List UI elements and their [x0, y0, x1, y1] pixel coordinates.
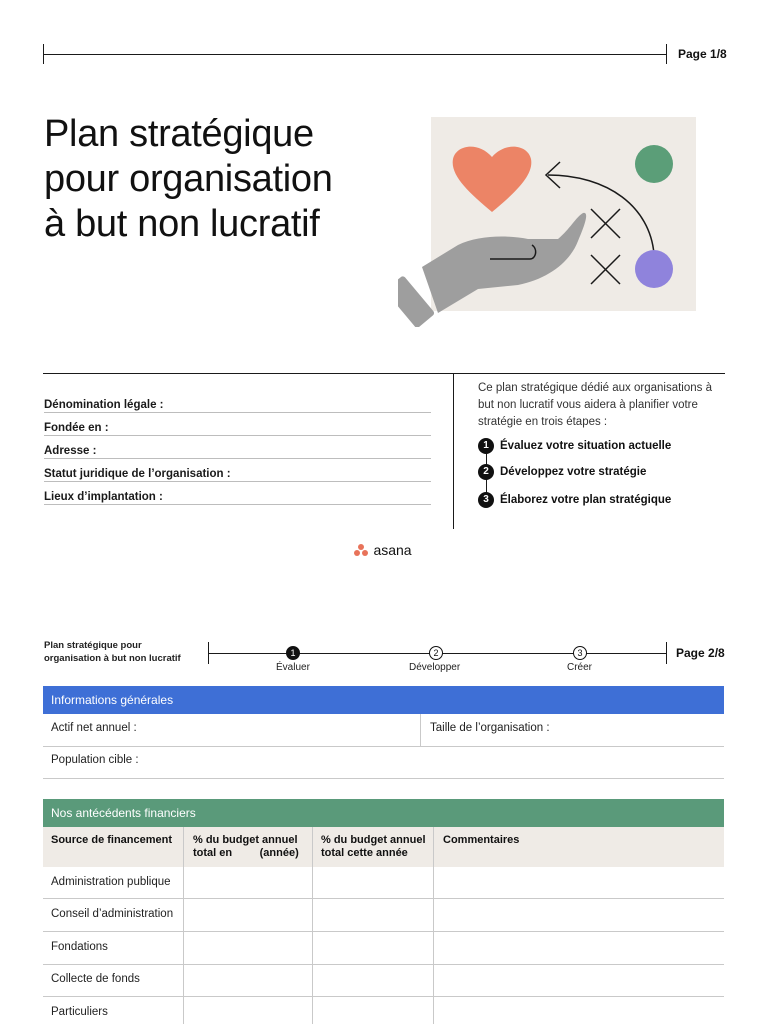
- general-info-row-line: [43, 746, 724, 747]
- step-3: [478, 491, 671, 509]
- col-header-source-text: Source de financement: [51, 834, 173, 846]
- step-2: [478, 463, 646, 481]
- progress-step-2-label: Développer: [409, 662, 461, 673]
- col-header-comments: [443, 834, 519, 847]
- progress-step-3-node: 3: [573, 646, 587, 660]
- col-header-budget-current-line-1: % du budget annuel: [321, 834, 426, 846]
- progress-step-3-label: Créer: [567, 662, 593, 673]
- table-row-label-4: Collecte de fonds: [51, 973, 140, 985]
- field-legal-name[interactable]: Dénomination légale :: [44, 391, 431, 413]
- col-header-budget-year-line-2: total en (année): [193, 847, 299, 859]
- col-header-comments-text: Commentaires: [443, 834, 520, 846]
- col-header-budget-year-line-1: % du budget annuel: [193, 834, 298, 846]
- asana-logo-icon: [353, 543, 369, 557]
- page-title: [44, 112, 333, 247]
- purple-circle: [635, 250, 673, 288]
- step-1: [478, 437, 671, 455]
- step-1-number: 1: [478, 438, 494, 454]
- intro-text: Ce plan stratégique dédié aux organisations à but non lucratif vous aidera à planifier votre stratégie en trois étapes :: [478, 382, 712, 428]
- title-line-3: à but non lucratif: [44, 203, 320, 245]
- table-row-line-2: [43, 931, 724, 932]
- asana-logo: [353, 541, 412, 557]
- col-separator-1: [183, 827, 184, 1024]
- col-separator-2: [312, 827, 313, 1024]
- top-rule-right-tick: [666, 44, 667, 64]
- page-2-number: Page 2/8: [676, 646, 725, 660]
- table-row-label-1: Administration publique: [51, 876, 171, 888]
- step-2-label: Développez votre stratégie: [500, 466, 647, 478]
- general-info-header: Informations générales: [43, 686, 724, 714]
- progress-step-2-node: 2: [429, 646, 443, 660]
- doc-short-title-line-2: organisation à but non lucratif: [44, 653, 181, 664]
- field-founded[interactable]: Fondée en :: [44, 414, 431, 436]
- table-row-label-5: Particuliers: [51, 1006, 108, 1018]
- progress-right-tick: [666, 642, 667, 664]
- info-top-rule: [43, 373, 725, 374]
- step-3-label: Élaborez votre plan stratégique: [500, 494, 672, 506]
- green-circle: [635, 145, 673, 183]
- col-header-source: [51, 834, 172, 847]
- net-assets-label[interactable]: Actif net annuel :: [51, 722, 137, 734]
- col-header-budget-current-line-2: total cette année: [321, 847, 408, 859]
- top-rule: [43, 54, 667, 55]
- table-row-line-4: [43, 996, 724, 997]
- table-row-line-3: [43, 964, 724, 965]
- title-line-1: Plan stratégique: [44, 113, 314, 155]
- financial-history-header: Nos antécédents financiers: [43, 799, 724, 827]
- step-3-number: 3: [478, 492, 494, 508]
- info-divider: [453, 373, 454, 529]
- col-separator-3: [433, 827, 434, 1024]
- col-header-budget-current: [321, 834, 426, 860]
- page-number: Page 1/8: [678, 47, 727, 61]
- general-info-divider: [420, 714, 421, 746]
- org-size-label[interactable]: Taille de l’organisation :: [430, 722, 550, 734]
- step-1-label: Évaluez votre situation actuelle: [500, 440, 672, 452]
- table-row-label-3: Fondations: [51, 941, 108, 953]
- field-locations[interactable]: Lieux d’implantation :: [44, 483, 431, 505]
- title-line-2: pour organisation: [44, 158, 333, 200]
- general-info-bottom-line: [43, 778, 724, 779]
- field-legal-status[interactable]: Statut juridique de l’organisation :: [44, 460, 431, 482]
- field-address[interactable]: Adresse :: [44, 437, 431, 459]
- table-row-line-1: [43, 898, 724, 899]
- progress-step-1-label: Évaluer: [276, 662, 310, 673]
- step-2-number: 2: [478, 464, 494, 480]
- doc-short-title: [44, 639, 181, 665]
- progress-step-1-node: 1: [286, 646, 300, 660]
- doc-short-title-line-1: Plan stratégique pour: [44, 640, 142, 651]
- target-population-label[interactable]: Population cible :: [51, 754, 139, 766]
- col-header-budget-year: [193, 834, 299, 860]
- asana-logo-text: asana: [373, 541, 412, 558]
- table-row-label-2: Conseil d’administration: [51, 908, 174, 920]
- illustration: [398, 117, 698, 327]
